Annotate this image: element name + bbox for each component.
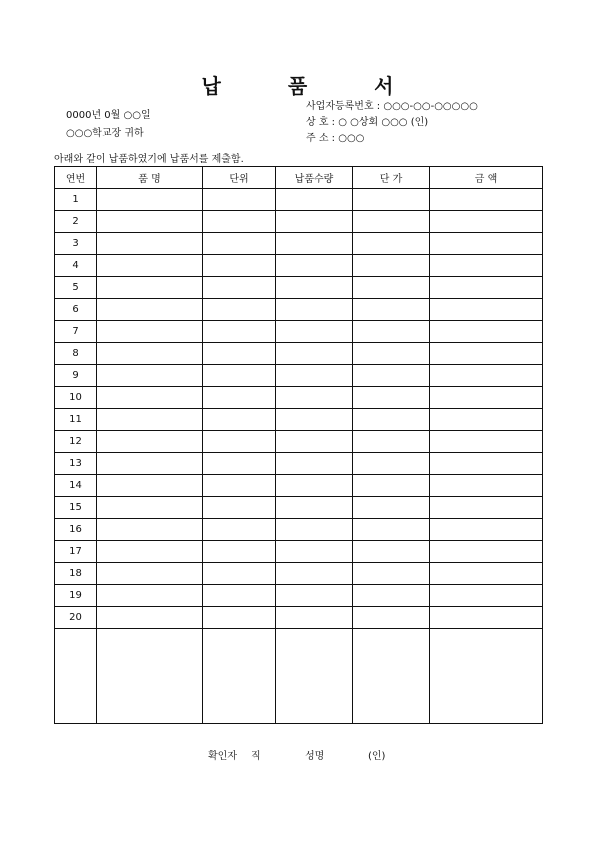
amount-cell[interactable] [430, 321, 543, 343]
unit-cell[interactable] [203, 233, 276, 255]
table-row [55, 541, 543, 563]
unit-price-cell[interactable] [353, 519, 430, 541]
blank-cell [55, 629, 97, 724]
item-name-cell[interactable] [97, 497, 203, 519]
row-index: 8 [55, 343, 97, 365]
table-row [55, 497, 543, 519]
amount-cell[interactable] [430, 453, 543, 475]
item-name-cell[interactable] [97, 299, 203, 321]
item-name-cell[interactable] [97, 541, 203, 563]
column-header-amount: 금 액 [430, 167, 543, 189]
supplier-info [306, 99, 478, 147]
row-index: 11 [55, 409, 97, 431]
item-name-cell[interactable] [97, 563, 203, 585]
amount-cell[interactable] [430, 343, 543, 365]
amount-cell[interactable] [430, 409, 543, 431]
unit-cell[interactable] [203, 255, 276, 277]
item-name-cell[interactable] [97, 585, 203, 607]
quantity-cell[interactable] [276, 299, 353, 321]
unit-cell[interactable] [203, 519, 276, 541]
row-index: 15 [55, 497, 97, 519]
unit-price-cell[interactable] [353, 563, 430, 585]
row-index: 18 [55, 563, 97, 585]
column-header-unit-price: 단 가 [353, 167, 430, 189]
quantity-cell[interactable] [276, 233, 353, 255]
confirmer-label: 확인자 [208, 751, 237, 762]
unit-price-cell[interactable] [353, 365, 430, 387]
row-index: 19 [55, 585, 97, 607]
quantity-cell[interactable] [276, 607, 353, 629]
column-header-item: 품 명 [97, 167, 203, 189]
column-header-index: 연번 [55, 167, 97, 189]
quantity-cell[interactable] [276, 475, 353, 497]
table-header-row [55, 167, 543, 189]
table-row [55, 211, 543, 233]
quantity-cell[interactable] [276, 453, 353, 475]
item-name-cell[interactable] [97, 211, 203, 233]
item-name-cell[interactable] [97, 519, 203, 541]
unit-cell[interactable] [203, 453, 276, 475]
amount-cell[interactable] [430, 585, 543, 607]
table-row [55, 321, 543, 343]
row-index: 5 [55, 277, 97, 299]
amount-cell[interactable] [430, 277, 543, 299]
date-text: 0000년 0월 ○○일 [66, 110, 151, 121]
name-label: 성명 [305, 751, 325, 762]
seal-label: (인) [368, 751, 386, 762]
amount-cell[interactable] [430, 233, 543, 255]
row-index: 4 [55, 255, 97, 277]
unit-cell[interactable] [203, 299, 276, 321]
position-label: 직 [251, 751, 261, 762]
table-row [55, 365, 543, 387]
row-index: 16 [55, 519, 97, 541]
unit-cell[interactable] [203, 343, 276, 365]
amount-cell[interactable] [430, 387, 543, 409]
blank-filler-row [55, 629, 543, 724]
amount-cell[interactable] [430, 431, 543, 453]
item-name-cell[interactable] [97, 387, 203, 409]
table-row [55, 585, 543, 607]
unit-cell[interactable] [203, 211, 276, 233]
unit-price-cell[interactable] [353, 233, 430, 255]
item-name-cell[interactable] [97, 475, 203, 497]
unit-price-cell[interactable] [353, 607, 430, 629]
row-index: 14 [55, 475, 97, 497]
company-address: 주 소 : ○○○ [306, 133, 365, 144]
unit-price-cell[interactable] [353, 211, 430, 233]
table-row [55, 409, 543, 431]
unit-cell[interactable] [203, 497, 276, 519]
unit-price-cell[interactable] [353, 387, 430, 409]
amount-cell[interactable] [430, 475, 543, 497]
blank-cell [430, 629, 543, 724]
amount-cell[interactable] [430, 299, 543, 321]
unit-price-cell[interactable] [353, 343, 430, 365]
quantity-cell[interactable] [276, 277, 353, 299]
item-name-cell[interactable] [97, 607, 203, 629]
quantity-cell[interactable] [276, 563, 353, 585]
unit-cell[interactable] [203, 541, 276, 563]
quantity-cell[interactable] [276, 409, 353, 431]
amount-cell[interactable] [430, 563, 543, 585]
row-index: 12 [55, 431, 97, 453]
amount-cell[interactable] [430, 519, 543, 541]
unit-cell[interactable] [203, 189, 276, 211]
table-row [55, 607, 543, 629]
unit-price-cell[interactable] [353, 497, 430, 519]
unit-cell[interactable] [203, 277, 276, 299]
header-left [66, 107, 151, 143]
item-name-cell[interactable] [97, 255, 203, 277]
item-name-cell[interactable] [97, 409, 203, 431]
amount-cell[interactable] [430, 607, 543, 629]
quantity-cell[interactable] [276, 321, 353, 343]
intro-text: 아래와 같이 납품하였기에 납품서를 제출함. [54, 154, 244, 165]
quantity-cell[interactable] [276, 431, 353, 453]
table-row [55, 299, 543, 321]
unit-price-cell[interactable] [353, 189, 430, 211]
row-index: 17 [55, 541, 97, 563]
unit-cell[interactable] [203, 387, 276, 409]
blank-cell [353, 629, 430, 724]
company-name: 상 호 : ○ ○상회 ○○○ (인) [306, 117, 429, 128]
unit-cell[interactable] [203, 321, 276, 343]
blank-cell [97, 629, 203, 724]
table-row [55, 233, 543, 255]
amount-cell[interactable] [430, 541, 543, 563]
quantity-cell[interactable] [276, 387, 353, 409]
quantity-cell[interactable] [276, 365, 353, 387]
unit-price-cell[interactable] [353, 255, 430, 277]
row-index: 2 [55, 211, 97, 233]
table-row [55, 563, 543, 585]
unit-price-cell[interactable] [353, 299, 430, 321]
quantity-cell[interactable] [276, 189, 353, 211]
amount-cell[interactable] [430, 365, 543, 387]
quantity-cell[interactable] [276, 585, 353, 607]
amount-cell[interactable] [430, 189, 543, 211]
column-header-quantity: 납품수량 [276, 167, 353, 189]
row-index: 10 [55, 387, 97, 409]
item-name-cell[interactable] [97, 365, 203, 387]
table-row [55, 519, 543, 541]
item-name-cell[interactable] [97, 321, 203, 343]
row-index: 6 [55, 299, 97, 321]
table-row [55, 453, 543, 475]
item-name-cell[interactable] [97, 277, 203, 299]
unit-cell[interactable] [203, 431, 276, 453]
table-row [55, 277, 543, 299]
unit-price-cell[interactable] [353, 453, 430, 475]
amount-cell[interactable] [430, 497, 543, 519]
quantity-cell[interactable] [276, 519, 353, 541]
recipient-text: ○○○학교장 귀하 [66, 128, 144, 139]
table-row [55, 343, 543, 365]
amount-cell[interactable] [430, 211, 543, 233]
row-index: 13 [55, 453, 97, 475]
quantity-cell[interactable] [276, 541, 353, 563]
item-name-cell[interactable] [97, 431, 203, 453]
row-index: 7 [55, 321, 97, 343]
quantity-cell[interactable] [276, 343, 353, 365]
unit-price-cell[interactable] [353, 431, 430, 453]
unit-cell[interactable] [203, 563, 276, 585]
quantity-cell[interactable] [276, 255, 353, 277]
unit-price-cell[interactable] [353, 321, 430, 343]
delivery-table [54, 166, 543, 724]
item-name-cell[interactable] [97, 343, 203, 365]
unit-price-cell[interactable] [353, 409, 430, 431]
unit-cell[interactable] [203, 365, 276, 387]
row-index: 20 [55, 607, 97, 629]
item-name-cell[interactable] [97, 453, 203, 475]
item-name-cell[interactable] [97, 233, 203, 255]
unit-cell[interactable] [203, 585, 276, 607]
quantity-cell[interactable] [276, 211, 353, 233]
unit-price-cell[interactable] [353, 277, 430, 299]
amount-cell[interactable] [430, 255, 543, 277]
row-index: 3 [55, 233, 97, 255]
unit-cell[interactable] [203, 409, 276, 431]
business-reg-number: 사업자등록번호 : ○○○-○○-○○○○○ [306, 101, 478, 112]
unit-cell[interactable] [203, 475, 276, 497]
document-title: 납 품 서 [201, 74, 424, 98]
item-name-cell[interactable] [97, 189, 203, 211]
table-row [55, 189, 543, 211]
row-index: 1 [55, 189, 97, 211]
unit-cell[interactable] [203, 607, 276, 629]
blank-cell [203, 629, 276, 724]
unit-price-cell[interactable] [353, 585, 430, 607]
table-row [55, 431, 543, 453]
table-row [55, 387, 543, 409]
blank-cell [276, 629, 353, 724]
table-row [55, 475, 543, 497]
unit-price-cell[interactable] [353, 475, 430, 497]
column-header-unit: 단위 [203, 167, 276, 189]
table-row [55, 255, 543, 277]
quantity-cell[interactable] [276, 497, 353, 519]
unit-price-cell[interactable] [353, 541, 430, 563]
row-index: 9 [55, 365, 97, 387]
